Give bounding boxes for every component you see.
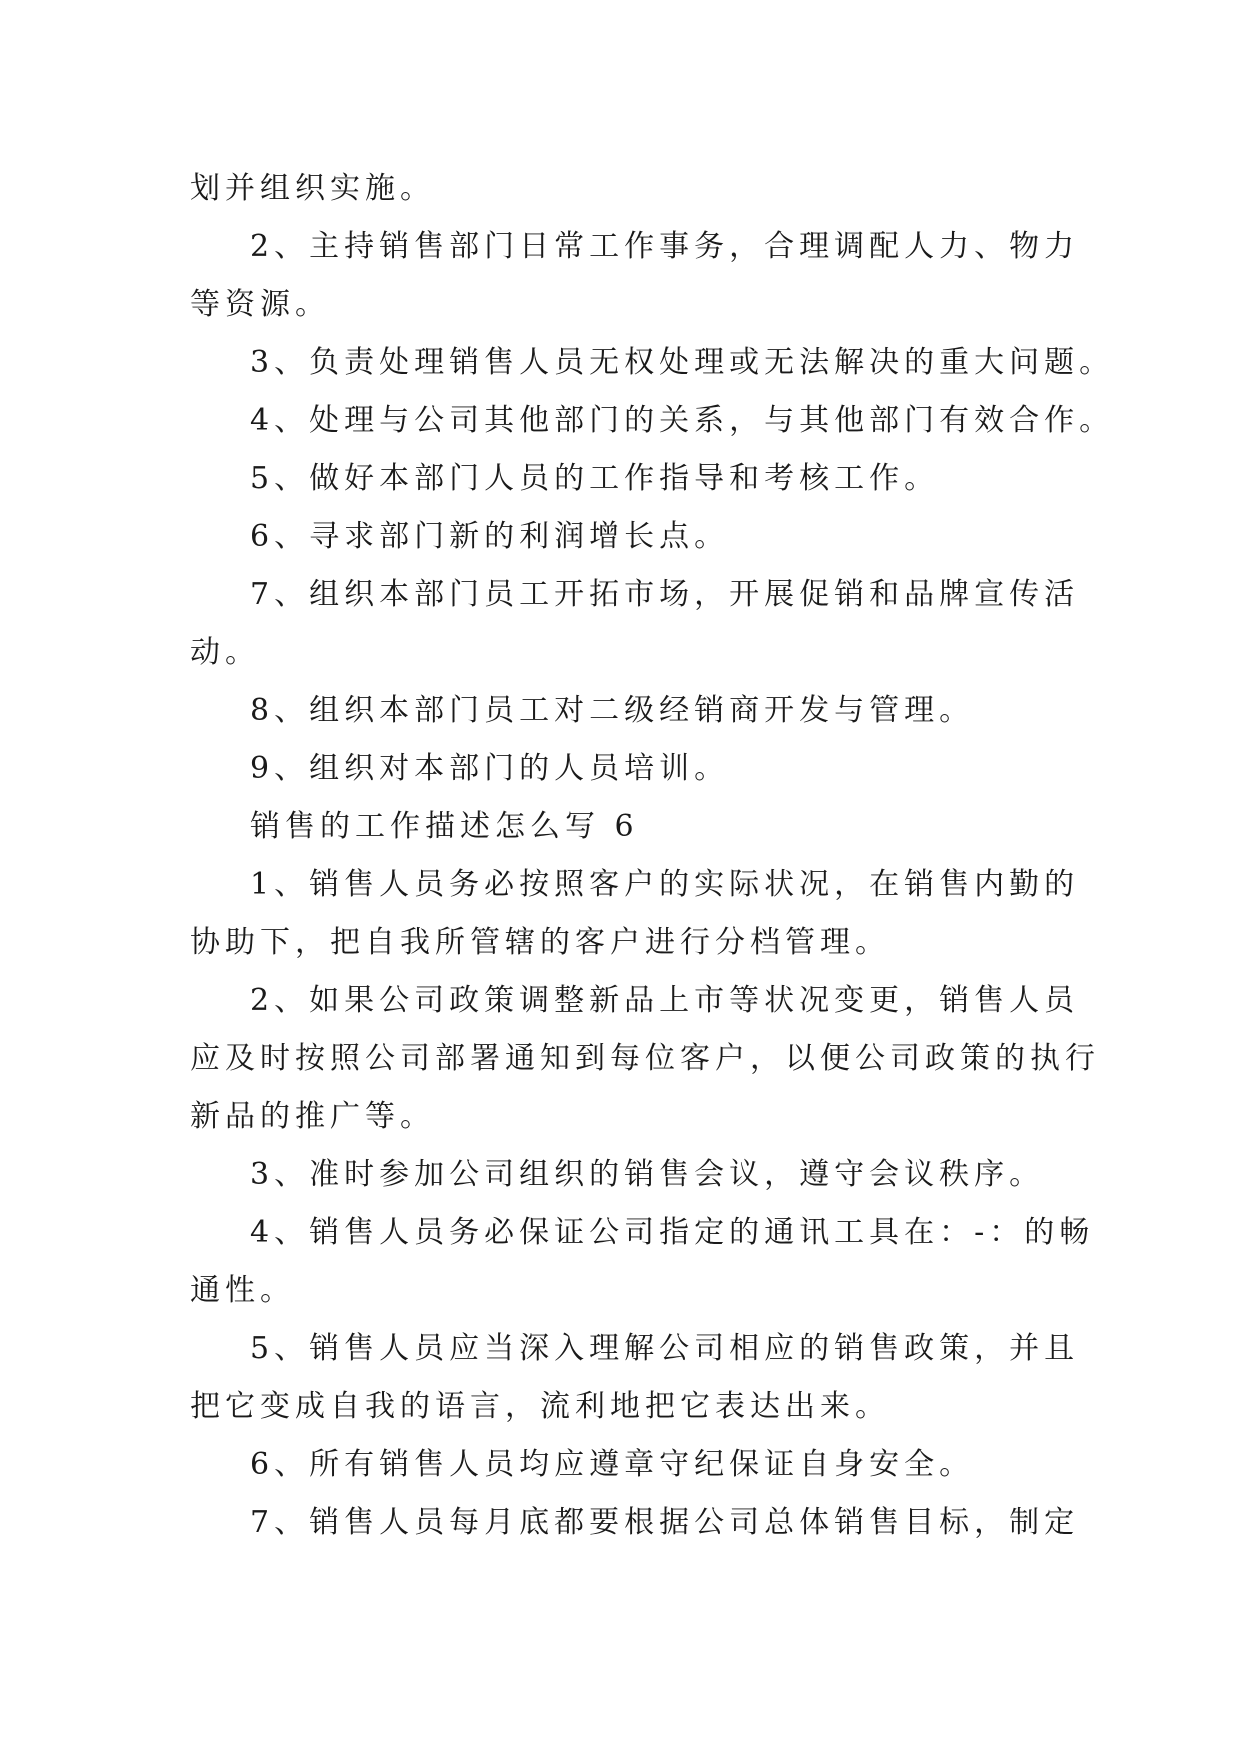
section-heading: 销售的工作描述怎么写 6: [250, 809, 639, 844]
text-line: 协助下，把自我所管辖的客户进行分档管理。: [190, 925, 890, 960]
text-line: 2、主持销售部门日常工作事务，合理调配人力、物力: [250, 229, 1080, 264]
document-body: [190, 160, 1115, 1552]
text-line: 5、销售人员应当深入理解公司相应的销售政策，并且: [250, 1331, 1080, 1366]
text-line: 把它变成自我的语言，流利地把它表达出来。: [190, 1389, 890, 1424]
text-line: 7、销售人员每月底都要根据公司总体销售目标，制定: [250, 1505, 1080, 1540]
text-line: 通性。: [190, 1273, 295, 1308]
text-line: 6、寻求部门新的利润增长点。: [250, 519, 730, 554]
text-line: 3、负责处理销售人员无权处理或无法解决的重大问题。: [250, 345, 1115, 380]
text-line: 8、组织本部门员工对二级经销商开发与管理。: [250, 693, 975, 728]
text-line: 动。: [190, 635, 260, 670]
text-line: 7、组织本部门员工开拓市场，开展促销和品牌宣传活: [250, 577, 1080, 612]
text-line: 3、准时参加公司组织的销售会议，遵守会议秩序。: [250, 1157, 1045, 1192]
text-line: 4、销售人员务必保证公司指定的通讯工具在：-：的畅: [250, 1215, 1095, 1250]
text-line: 1、销售人员务必按照客户的实际状况，在销售内勤的: [250, 867, 1080, 902]
text-line: 应及时按照公司部署通知到每位客户，以便公司政策的执行: [190, 1041, 1100, 1076]
text-line: 2、如果公司政策调整新品上市等状况变更，销售人员: [250, 983, 1080, 1018]
text-line: 等资源。: [190, 287, 330, 322]
text-line: 9、组织对本部门的人员培训。: [250, 751, 730, 786]
text-line: 6、所有销售人员均应遵章守纪保证自身安全。: [250, 1447, 975, 1482]
text-line: 划并组织实施。: [190, 171, 435, 206]
text-line: 4、处理与公司其他部门的关系，与其他部门有效合作。: [250, 403, 1115, 438]
text-line: 5、做好本部门人员的工作指导和考核工作。: [250, 461, 940, 496]
text-line: 新品的推广等。: [190, 1099, 435, 1134]
